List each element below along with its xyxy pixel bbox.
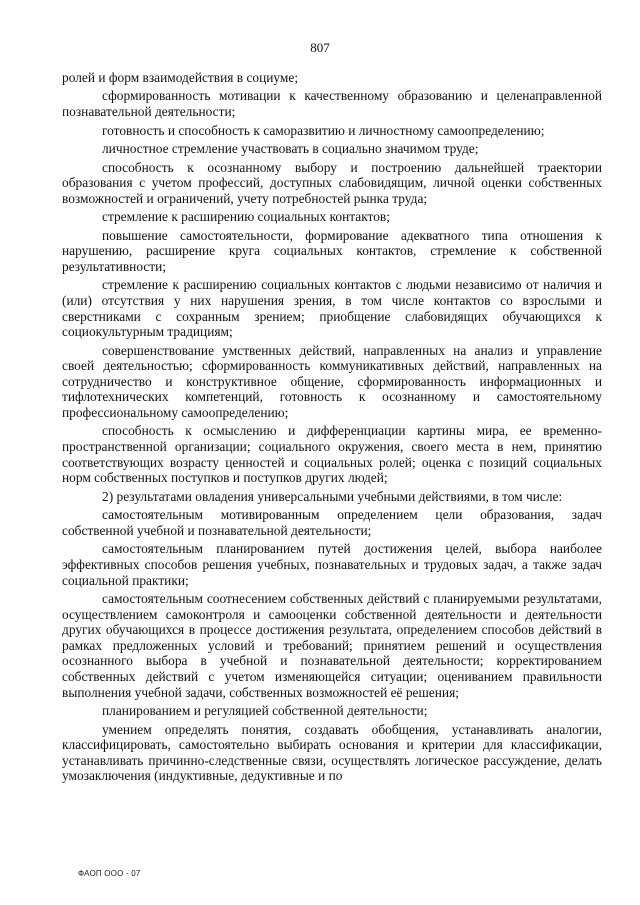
paragraph: умением определять понятия, создавать обобщения, устанавливать аналогии, классифицировать, самостоятельно выбирать основания и критерии для классификации, устанавливать причинно-следственные связи, осуществлять логическое рассуждение, делать умозаключения (индуктивные, дедуктивные и по xyxy=(62,721,602,784)
paragraph: повышение самостоятельности, формирование адекватного типа отношения к нарушению, расширение круга социальных контактов, стремление к собственной результативности; xyxy=(62,227,602,274)
paragraph: самостоятельным планированием путей достижения целей, выбора наиболее эффективных способов решения учебных, познавательных и трудовых задач, а также задач социальной практики; xyxy=(62,541,602,588)
paragraph: сформированность мотивации к качественному образованию и целенаправленной познавательной деятельности; xyxy=(62,88,602,120)
paragraph: самостоятельным соотнесением собственных действий с планируемыми результатами, осуществлением самоконтроля и самооценки собственной деятельности и деятельности других обучающихся в процессе достижения результата, определением способов действий в рамках предложенных условий и требований; принятием решений и осуществления осознанного выбора в учебной и познавательной деятельности; корректированием собственных действий с учетом изменяющейся ситуации; оцениванием правильности выполнения учебной задачи, собственных возможностей её решения; xyxy=(62,590,602,700)
paragraph: 2) результатами овладения универсальными учебными действиями, в том числе: xyxy=(102,488,563,504)
paragraph: стремление к расширению социальных контактов с людьми независимо от наличия и (или) отсутствия у них нарушения зрения, в том числе контактов со взрослыми и сверстниками с сохранным зрением; приобщение слабовидящих обучающихся к социокультурным традициям; xyxy=(62,277,602,340)
paragraph: планированием и регуляцией собственной деятельности; xyxy=(102,703,428,719)
paragraph: личностное стремление участвовать в социально значимом труде; xyxy=(102,141,479,157)
footer-document-code: ФАОП ООО - 07 xyxy=(78,869,141,878)
paragraph: стремление к расширению социальных контактов; xyxy=(102,209,390,225)
paragraph: совершенствование умственных действий, направленных на анализ и управление своей деятельностью; сформированность коммуникативных действий, направленных на сотрудничество и конструктивное общение, сформированность информационных и тифлотехнических компетенций, готовность к осознанному и самостоятельному профессиональному самоопределению; xyxy=(62,342,602,420)
paragraph: способность к осмыслению и дифференциации картины мира, ее временно-пространственной организации; социального окружения, своего места в нем, принятию соответствующих возрасту ценностей и социальных ролей; оценка с позиций социальных норм собственных поступков и поступков других людей; xyxy=(62,423,602,486)
page-number: 807 xyxy=(310,40,330,55)
paragraph: ролей и форм взаимодействия в социуме; xyxy=(62,70,299,85)
paragraph: самостоятельным мотивированным определением цели образования, задач собственной учебной и познавательной деятельности; xyxy=(62,507,602,538)
paragraph: готовность и способность к саморазвитию и личностному самоопределению; xyxy=(102,122,545,138)
document-body xyxy=(62,70,602,787)
paragraph: способность к осознанному выбору и построению дальнейшей траектории образования с учетом профессий, доступных слабовидящим, личной оценки собственных возможностей и ограничений, учету потребностей рынка труда; xyxy=(62,159,602,206)
